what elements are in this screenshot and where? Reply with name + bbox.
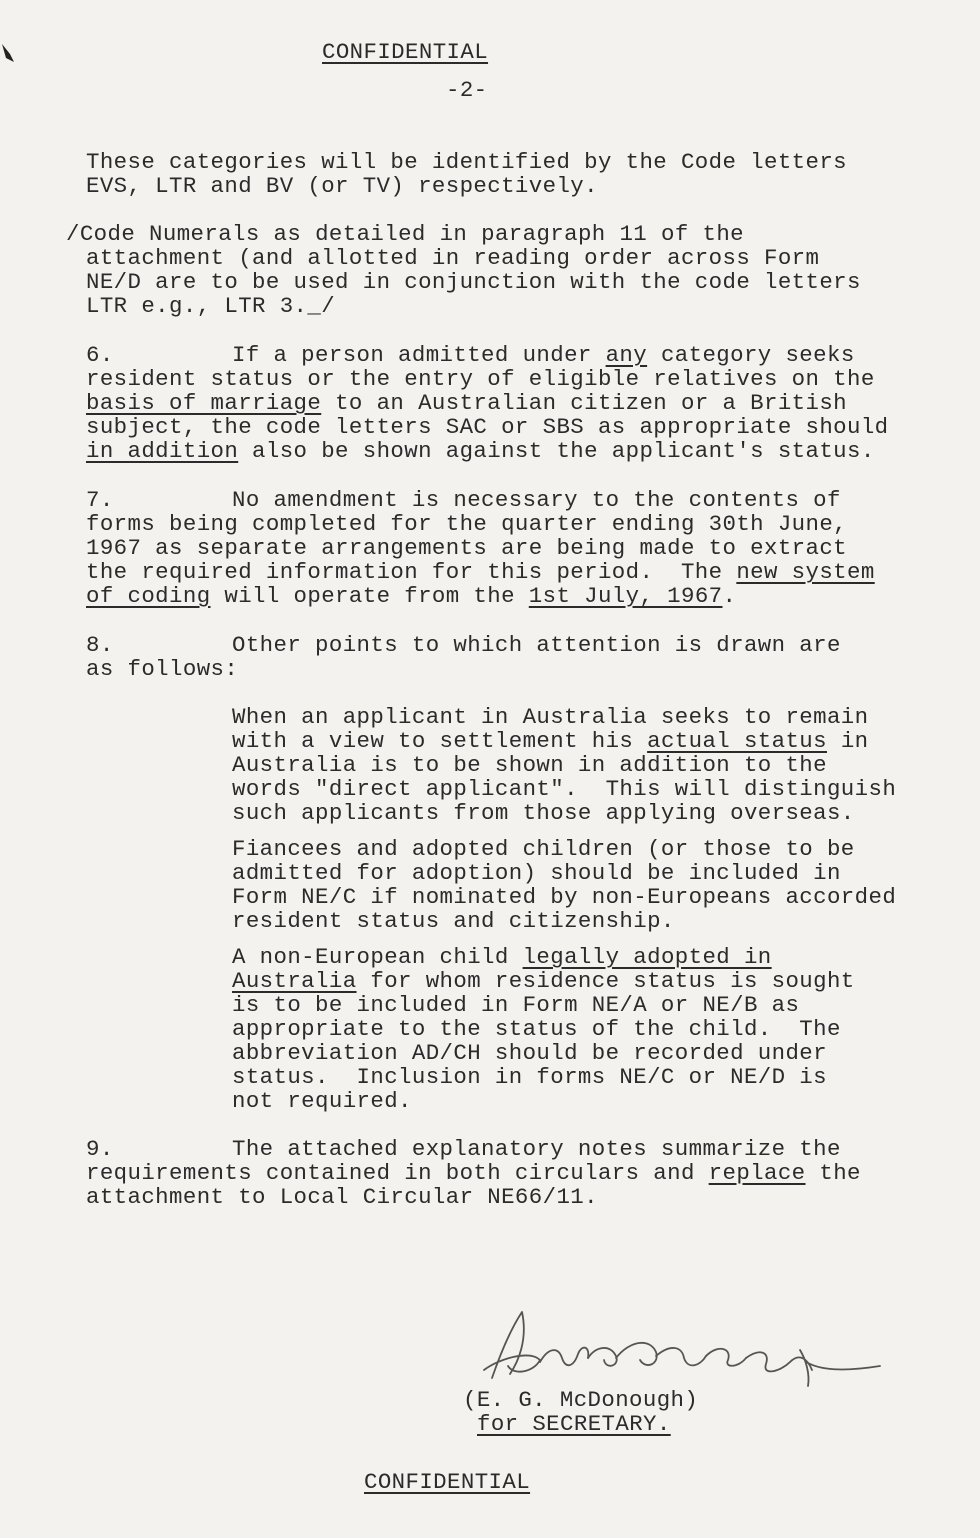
note-text: LTR e.g., LTR 3. (86, 293, 308, 319)
para9-line-2 (86, 1161, 861, 1185)
para7-line-1: No amendment is necessary to the contents of (232, 487, 841, 513)
para9-number: 9. (86, 1136, 114, 1162)
underlined-text: basis of marriage (86, 390, 322, 416)
para7-number: 7. (86, 487, 114, 513)
para6-line-3 (86, 391, 847, 415)
underlined-text: in addition (86, 438, 239, 464)
bracketed-note-line-1 (66, 222, 744, 246)
para7-line-2: forms being completed for the quarter ending 30th June, (86, 511, 848, 537)
para8-number: 8. (86, 632, 114, 658)
para9-line-1: The attached explanatory notes summarize the (232, 1136, 841, 1162)
para6-line-2: resident status or the entry of eligible relatives on the (86, 366, 875, 392)
sub3-line-1 (232, 945, 772, 969)
bracketed-note-line-4 (86, 294, 335, 318)
underlined-text: actual status (647, 728, 827, 754)
page-number: -2- (446, 77, 488, 103)
footer-classification: CONFIDENTIAL (364, 1469, 531, 1495)
para6-line-1 (232, 343, 855, 367)
underlined-date: 1st July, 1967 (528, 583, 723, 609)
para7-line-3: 1967 as separate arrangements are being made to extract (86, 535, 848, 561)
sub3-line-4: appropriate to the status of the child. The (232, 1016, 841, 1042)
sub3-line-3: is to be included in Form NE/A or NE/B as (232, 992, 800, 1018)
text-run: will operate from the (210, 583, 529, 609)
text-run: with a view to settlement his (232, 728, 648, 754)
text-run: . (722, 583, 737, 609)
para6-number: 6. (86, 342, 114, 368)
sub2-line-1: Fiancees and adopted children (or those to be (232, 836, 855, 862)
underlined-text: of coding (86, 583, 211, 609)
sub3-line-5: abbreviation AD/CH should be recorded under (232, 1040, 827, 1066)
sub3-line-6: status. Inclusion in forms NE/C or NE/D is (232, 1064, 827, 1090)
underlined-text: Australia (232, 968, 357, 994)
para6-line-4: subject, the code letters SAC or SBS as appropriate should (86, 414, 889, 440)
para9-line-3: attachment to Local Circular NE66/11. (86, 1184, 598, 1210)
para7-line-4 (86, 560, 875, 584)
sub1-line-2 (232, 729, 869, 753)
sub2-line-4: resident status and citizenship. (232, 908, 675, 934)
text-run: in (827, 728, 869, 754)
underlined-text: any (605, 342, 648, 368)
sub3-line-2 (232, 969, 855, 993)
signatory-name: (E. G. McDonough) (463, 1387, 699, 1413)
signatory-title: for SECRETARY. (477, 1411, 671, 1437)
underlined-text: replace (708, 1160, 806, 1186)
text-run: A non-European child (232, 944, 523, 970)
close-bracket: _/ (307, 293, 336, 319)
note-text: Code Numerals as detailed in paragraph 11 of the (79, 221, 744, 247)
para8-line-2: as follows: (86, 656, 239, 682)
bracketed-note-line-3: NE/D are to be used in conjunction with the code letters (86, 269, 861, 295)
text-run: for whom residence status is sought (356, 968, 855, 994)
text-run: to an Australian citizen or a British (321, 390, 848, 416)
intro-line-2: EVS, LTR and BV (or TV) respectively. (86, 173, 598, 199)
sub3-line-7: not required. (232, 1088, 412, 1114)
intro-line-1: These categories will be identified by the Code letters (86, 149, 848, 175)
text-run: If a person admitted under (232, 342, 606, 368)
page-edge-mark (0, 42, 16, 64)
bracketed-note-line-2: attachment (and allotted in reading order across Form (86, 245, 820, 271)
text-run: also be shown against the applicant's status. (238, 438, 875, 464)
text-run: requirements contained in both circulars and (86, 1160, 709, 1186)
sub2-line-3: Form NE/C if nominated by non-Europeans accorded (232, 884, 897, 910)
text-run: category seeks (647, 342, 855, 368)
underlined-text: new system (736, 559, 875, 585)
sub1-line-3: Australia is to be shown in addition to the (232, 752, 827, 778)
sub1-line-1: When an applicant in Australia seeks to remain (232, 704, 869, 730)
sub1-line-4: words "direct applicant". This will distinguish (232, 776, 897, 802)
text-run: the required information for this period. The (86, 559, 737, 585)
header-classification: CONFIDENTIAL (322, 39, 489, 65)
text-run: the (805, 1160, 861, 1186)
para7-line-5 (86, 584, 736, 608)
sub2-line-2: admitted for adoption) should be included in (232, 860, 841, 886)
para8-line-1: Other points to which attention is drawn are (232, 632, 841, 658)
sub1-line-5: such applicants from those applying overseas. (232, 800, 855, 826)
open-bracket: / (66, 221, 80, 247)
underlined-text: legally adopted in (522, 944, 772, 970)
para6-line-5 (86, 439, 875, 463)
